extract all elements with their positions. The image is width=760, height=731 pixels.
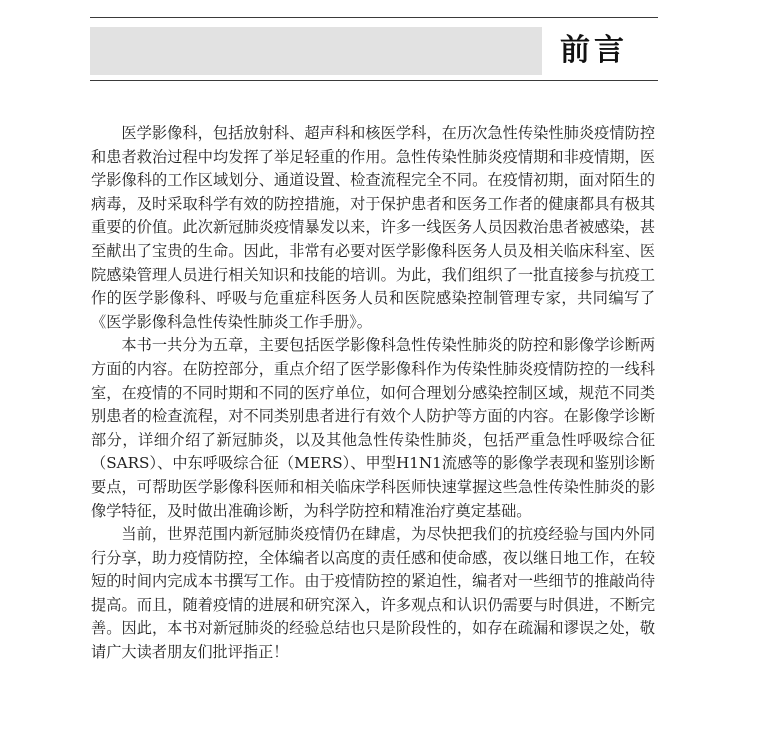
paragraph-3: 当前，世界范围内新冠肺炎疫情仍在肆虐，为尽快把我们的抗疫经验与国内外同行分享，助力疫情防控，全体编者以高度的责任感和使命感，夜以继日地工作，在较短的时间内完成本书撰写工作。由于疫情防控的紧迫性，编者对一些细节的推敲尚待提高。而且，随着疫情的进展和研究深入，许多观点和认识仍需要与时俱进，不断完善。因此，本书对新冠肺炎的经验总结也只是阶段性的，如存在疏漏和谬误之处，敬请广大读者朋友们批评指正！ — [91, 525, 655, 662]
page-title: 前言 — [560, 33, 628, 68]
header-gray-band — [90, 27, 542, 75]
body-text — [91, 122, 655, 665]
header-bottom-rule — [90, 80, 658, 81]
paragraph-1: 医学影像科，包括放射科、超声科和核医学科，在历次急性传染性肺炎疫情防控和患者救治过程中均发挥了举足轻重的作用。急性传染性肺炎疫情期和非疫情期，医学影像科的工作区域划分、通道设置、检查流程完全不同。在疫情初期，面对陌生的病毒，及时采取科学有效的防控措施，对于保护患者和医务工作者的健康都具有极其重要的价值。此次新冠肺炎疫情暴发以来，许多一线医务人员因救治患者被感染，甚至献出了宝贵的生命。因此，非常有必要对医学影像科医务人员及相关临床科室、医院感染管理人员进行相关知识和技能的培训。为此，我们组织了一批直接参与抗疫工作的医学影像科、呼吸与危重症科医务人员和医院感染控制管理专家，共同编写了《医学影像科急性传染性肺炎工作手册》。 — [91, 124, 655, 331]
header-top-rule — [90, 17, 658, 18]
paragraph-2: 本书一共分为五章，主要包括医学影像科急性传染性肺炎的防控和影像学诊断两方面的内容。在防控部分，重点介绍了医学影像科作为传染性肺炎疫情防控的一线科室，在疫情的不同时期和不同的医疗单位，如何合理划分感染控制区域，规范不同类别患者的检查流程，对不同类别患者进行有效个人防护等方面的内容。在影像学诊断部分，详细介绍了新冠肺炎，以及其他急性传染性肺炎，包括严重急性呼吸综合征（SARS）、中东呼吸综合征（MERS）、甲型H1N1流感等的影像学表现和鉴别诊断要点，可帮助医学影像科医师和相关临床学科医师快速掌握这些急性传染性肺炎的影像学特征，及时做出准确诊断，为科学防控和精准治疗奠定基础。 — [91, 336, 655, 520]
